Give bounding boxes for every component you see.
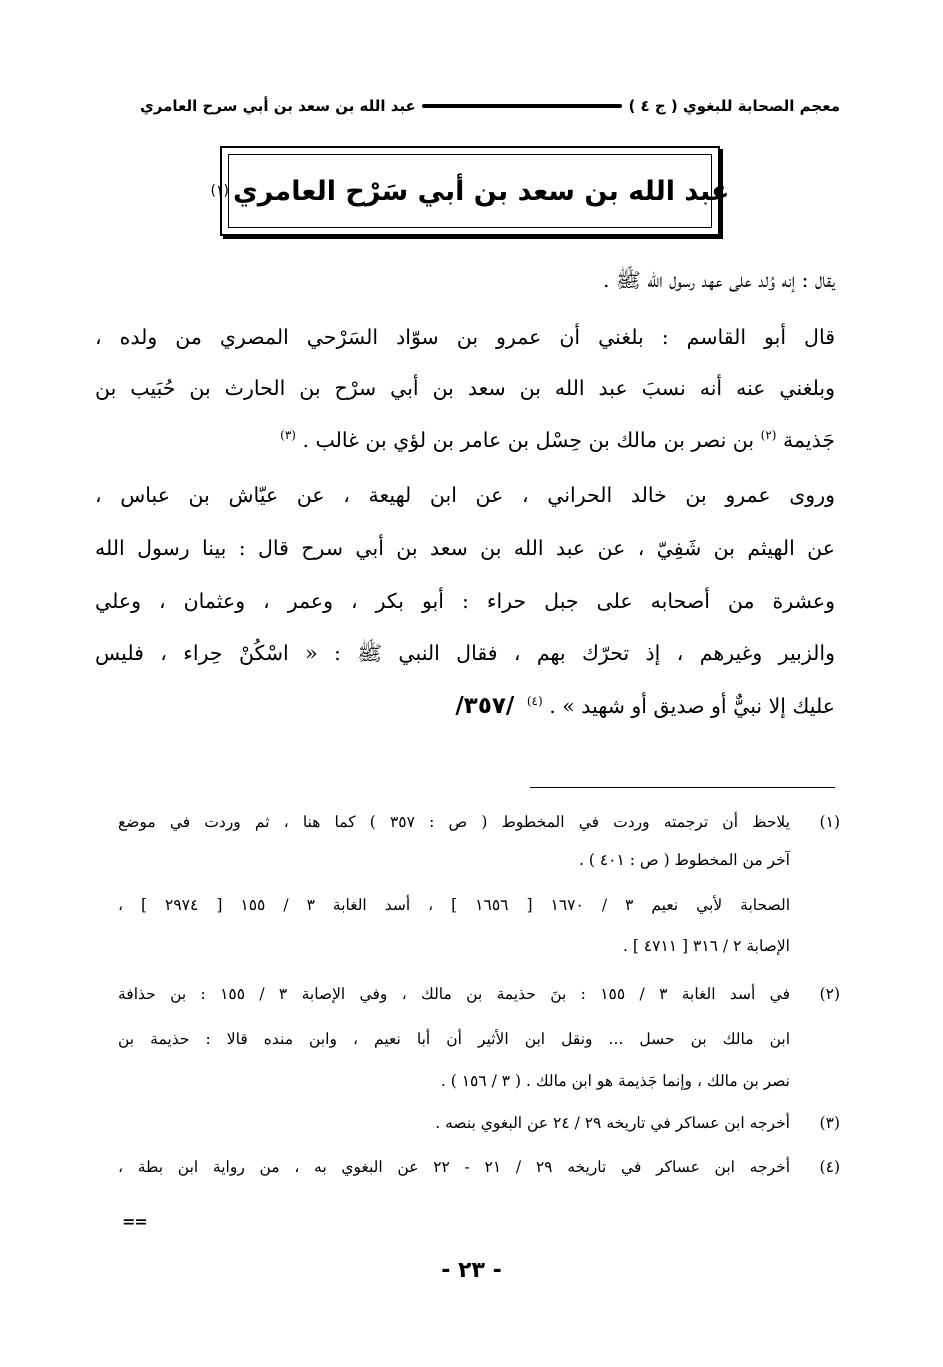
footnote-1-line-3: الصحابة لأبي نعيم ٣ / ١٦٧٠ [ ١٦٥٦ ] ، أسد الغابة ٣ / ١٥٥ [ ٢٩٧٤ ] ،: [118, 896, 791, 914]
body-line-9-text: عليك إلا نبيٌّ أو صديق أو شهيد » .: [549, 694, 835, 718]
footnote-3-number: (٣): [819, 1114, 840, 1132]
entry-title: [210, 154, 730, 228]
footnote-2-line-3: نصر بن مالك ، وإنما جَذيمة هو ابن مالك . ( ٣ / ١٥٦ ) .: [440, 1072, 790, 1090]
footnote-ref-4: (٤): [526, 694, 543, 709]
footnote-1-number: (١): [819, 813, 840, 831]
header-entry-name: عبد الله بن سعد بن أبي سرح العامري: [140, 97, 416, 115]
footnote-1-line-4: الإصابة ٢ / ٣١٦ [ ٤٧١١ ] .: [622, 937, 790, 955]
body-line-3: وبلغني عنه أنه نسبَ عبد الله بن سعد بن أبي سرْح بن الحارث بن حُبَيب بن: [95, 376, 835, 400]
entry-title-text: عبد الله بن سعد بن أبي سَرْح العامري: [233, 175, 730, 207]
footnote-1-line-1: يلاحظ أن ترجمته وردت في المخطوط ( ص : ٣٥٧ ) كما هنا ، ثم وردت في موضع: [118, 813, 790, 831]
page-number: - ٢٣ -: [441, 1258, 502, 1283]
body-line-6: عن الهيثم بن شَفِيّ ، عن عبد الله بن سعد بن أبي سرح قال : بينا رسول الله: [95, 536, 835, 560]
running-header: [140, 92, 840, 120]
body-line-9: [95, 693, 835, 719]
footnote-1-line-2: آخر من المخطوط ( ص : ٤٠١ ) .: [579, 851, 790, 869]
footnote-3-text: أخرجه ابن عساكر في تاريخه ٢٩ / ٢٤ عن البغوي بنصه .: [435, 1114, 790, 1132]
body-line-4: [95, 428, 835, 452]
body-line-7: وعشرة من أصحابه على جبل حراء : أبو بكر ، وعمر ، وعثمان ، وعلي: [95, 589, 835, 613]
footnote-ref-2: (٢): [760, 428, 777, 443]
body-line-4-start: جَذيمة: [783, 428, 835, 452]
manuscript-folio: /٣٥٧/: [455, 693, 515, 719]
body-line-8: والزبير وغيرهم ، إذ تحرّك بهم ، فقال النبي ﷺ : « اسْكُنْ حِراء ، فليس: [95, 641, 835, 665]
footnote-4-number: (٤): [819, 1158, 840, 1176]
footnote-4-text: أخرجه ابن عساكر في تاريخه ٢٩ / ٢١ - ٢٢ عن البغوي به ، من رواية ابن بطة ،: [118, 1158, 791, 1176]
footnote-2-line-2: ابن مالك بن حسل ... ونقل ابن الأثير أن أبا نعيم ، وابن منده قالا : حذيمة بن: [118, 1030, 790, 1048]
header-book-info: معجم الصحابة للبغوي ( ج ٤ ): [628, 97, 840, 115]
title-footnote-ref: (١): [210, 183, 229, 199]
footnote-2-number: (٢): [819, 985, 840, 1003]
body-line-4-rest: بن نصر بن مالك بن حِسْل بن عامر بن لؤي بن غالب .: [302, 428, 755, 452]
footnote-ref-3: (٣): [280, 428, 296, 443]
header-rule: [422, 104, 623, 108]
footnote-separator: [530, 787, 835, 788]
continuation-mark: ==: [122, 1212, 147, 1231]
title-frame: [210, 146, 730, 236]
body-line-1: يقال : إنه وُلد على عهد رسول الله ﷺ .: [602, 268, 835, 292]
footnote-2-line-1: في أسد الغابة ٣ / ١٥٥ : بنَ حذيمة بن مالك ، وفي الإصابة ٣ / ١٥٥ : بن حذافة: [118, 985, 790, 1003]
body-line-5: وروى عمرو بن خالد الحراني ، عن ابن لهيعة ، عن عيّاش بن عباس ،: [95, 483, 835, 507]
body-line-2: قال أبو القاسم : بلغني أن عمرو بن سوّاد السَرْحي المصري من ولده ،: [95, 325, 835, 349]
